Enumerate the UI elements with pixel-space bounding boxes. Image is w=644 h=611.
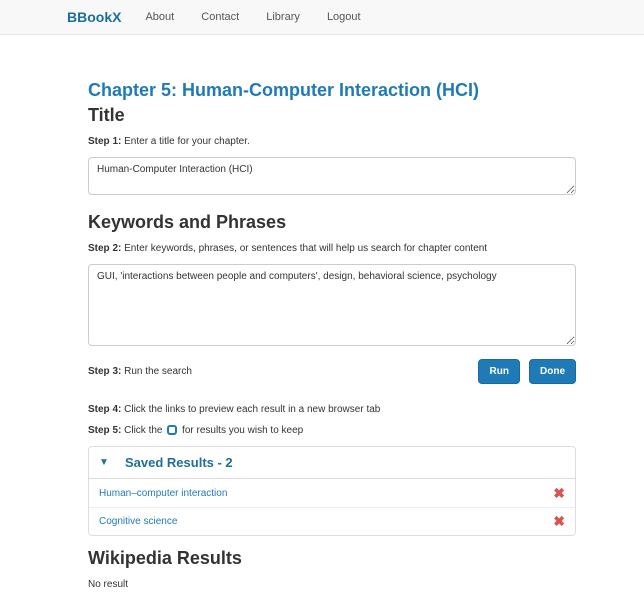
title-input[interactable]: [88, 157, 576, 195]
remove-icon[interactable]: ✖: [553, 484, 565, 501]
done-button[interactable]: Done: [529, 359, 576, 384]
step-5: [88, 425, 576, 436]
checkbox-icon: [167, 425, 177, 435]
keywords-input[interactable]: [88, 264, 576, 346]
saved-results-title: Saved Results - 2: [125, 455, 233, 470]
remove-icon[interactable]: ✖: [553, 513, 565, 529]
chevron-down-icon: ▼: [99, 457, 109, 468]
saved-results-header[interactable]: [89, 447, 575, 479]
brand-logo[interactable]: BBookX: [67, 9, 122, 25]
saved-results-panel: [88, 446, 576, 536]
saved-results-list: [89, 479, 575, 535]
step-5-label: Step 5:: [88, 425, 122, 436]
step-2-text: Enter keywords, phrases, or sentences that will help us search for chapter content: [124, 243, 488, 254]
main-nav: [145, 11, 384, 23]
saved-result-item: [89, 479, 575, 507]
step-1-label: Step 1:: [88, 136, 122, 147]
saved-result-link[interactable]: Human–computer interaction: [99, 487, 228, 499]
run-row: [88, 359, 576, 384]
saved-result-item: [89, 507, 575, 535]
wikipedia-heading: Wikipedia Results: [88, 548, 242, 568]
step-2: [88, 243, 576, 254]
step-3: [88, 366, 192, 377]
step-4-text: Click the links to preview each result in a new browser tab: [124, 404, 381, 415]
nav-logout[interactable]: Logout: [326, 11, 361, 23]
title-heading: Title: [88, 105, 125, 125]
saved-result-link[interactable]: Cognitive science: [99, 516, 178, 527]
step-4-label: Step 4:: [88, 404, 122, 415]
wikipedia-status: No result: [88, 579, 129, 590]
step-4: [88, 404, 576, 415]
chapter-title: Chapter 5: Human-Computer Interaction (HCI): [88, 80, 480, 100]
nav-contact[interactable]: Contact: [201, 11, 240, 23]
run-button[interactable]: Run: [478, 359, 519, 384]
step-5-before: Click the: [124, 425, 163, 436]
keywords-heading: Keywords and Phrases: [88, 212, 287, 232]
nav-about[interactable]: About: [145, 11, 175, 23]
step-3-text: Run the search: [124, 366, 192, 377]
nav-library[interactable]: Library: [266, 11, 300, 23]
step-5-after: for results you wish to keep: [182, 425, 304, 436]
step-3-label: Step 3:: [88, 366, 122, 377]
content: [88, 80, 576, 590]
step-1: [88, 136, 576, 147]
action-buttons: [478, 359, 576, 384]
step-2-label: Step 2:: [88, 243, 122, 254]
step-1-text: Enter a title for your chapter.: [124, 136, 250, 147]
top-navbar: [0, 0, 644, 35]
